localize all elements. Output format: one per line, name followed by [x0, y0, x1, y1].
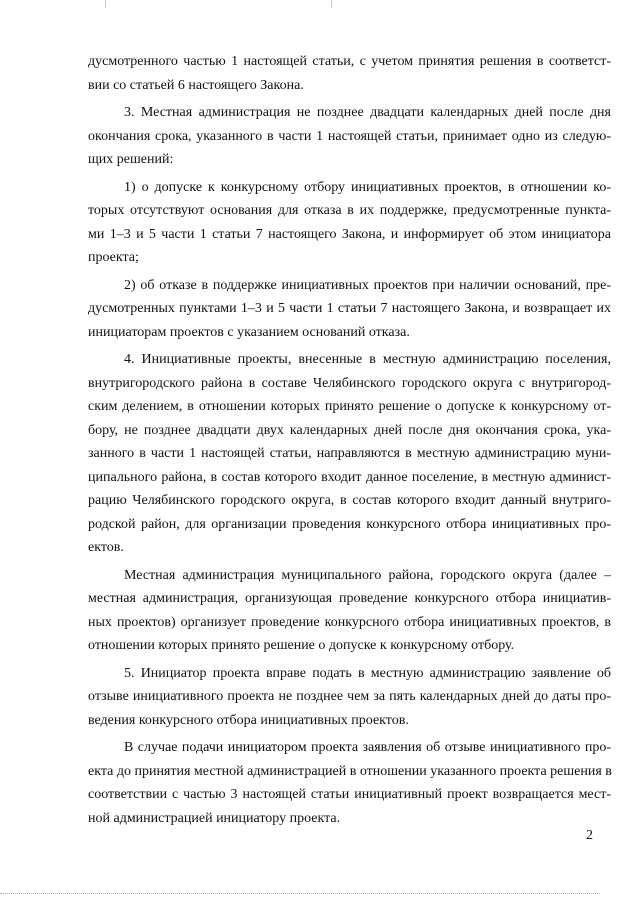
text-line: дусмотренных пунктами 1–3 и 5 части 1 статьи 7 настоящего Закона, и возвращает их — [88, 301, 611, 316]
text-line: вии со статьей 6 настоящего Закона. — [88, 77, 304, 93]
scan-mark — [105, 0, 106, 8]
text-line: проекта; — [88, 250, 139, 265]
text-line: торых отсутствуют основания для отказа в их поддержке, предусмотренные пункта- — [88, 203, 611, 218]
text-line: ципального района, в состав которого входит данное поселение, в местную админист- — [88, 469, 611, 485]
text-line: 3. Местная администрация не позднее двадцати календарных дней после дня — [124, 105, 611, 120]
text-line: местная администрация, организующая проведение конкурсного отбора инициатив- — [88, 591, 611, 606]
text-line: инициаторам проектов с указанием оснований отказа. — [88, 324, 410, 340]
text-line: окончания срока, указанного в части 1 настоящей статьи, принимает одно из следую- — [88, 128, 611, 144]
text-line: ной администрацией инициатору проекта. — [88, 810, 341, 826]
text-line: занного в части 1 настоящей статьи, направляются в местную администрацию муни- — [88, 446, 611, 461]
text-line: щих решений: — [88, 152, 174, 167]
document-page — [88, 50, 611, 830]
page-number: 2 — [586, 828, 593, 843]
scan-edge — [0, 893, 600, 895]
text-line: ским делением, в отношении которых принято решение о допуске к конкурсному от- — [88, 399, 611, 414]
text-line: Местная администрация муниципального района, городского округа (далее – — [124, 567, 611, 583]
text-line: 5. Инициатор проекта вправе подать в местную администрацию заявление об — [124, 665, 611, 681]
text-line: ведения конкурсного отбора инициативных проектов. — [88, 712, 409, 728]
text-line: отношении которых принято решение о допуске к конкурсному отбору. — [88, 638, 515, 653]
text-line: екта до принятия местной администрацией в отношении указанного проекта решения в — [88, 763, 612, 779]
scan-mark — [331, 0, 332, 8]
text-line: В случае подачи инициатором проекта заявления об отзыве инициативного про- — [124, 740, 611, 755]
text-line: ных проектов) организует проведение конкурсного отбора инициативных проектов, в — [88, 614, 611, 630]
text-line: 1) о допуске к конкурсному отбору инициативных проектов, в отношении ко- — [124, 179, 611, 195]
text-line: отзыве инициативного проекта не позднее чем за пять календарных дней до даты про- — [88, 689, 611, 704]
text-line: ектов. — [88, 540, 124, 555]
text-line: дусмотренного частью 1 настоящей статьи, с учетом принятия решения в соответст- — [88, 54, 611, 69]
text-line: соответствии с частью 3 настоящей статьи инициативный проект возвращается мест- — [88, 787, 611, 802]
text-line: ми 1–3 и 5 части 1 статьи 7 настоящего Закона, и информирует об этом инициатора — [88, 226, 611, 242]
text-line: рацию Челябинского городского округа, в состав которого входит данный внутриго- — [88, 493, 611, 508]
text-line: 2) об отказе в поддержке инициативных проектов при наличии оснований, пре- — [124, 277, 611, 293]
text-line: 4. Инициативные проекты, внесенные в местную администрацию поселения, — [124, 352, 611, 367]
text-line: бору, не позднее двадцати двух календарных дней после дня окончания срока, ука- — [88, 422, 611, 438]
text-line: внутригородского района в составе Челябинского городского округа с внутригород- — [88, 375, 611, 391]
text-line: родской район, для организации проведения конкурсного отбора инициативных про- — [88, 516, 611, 532]
